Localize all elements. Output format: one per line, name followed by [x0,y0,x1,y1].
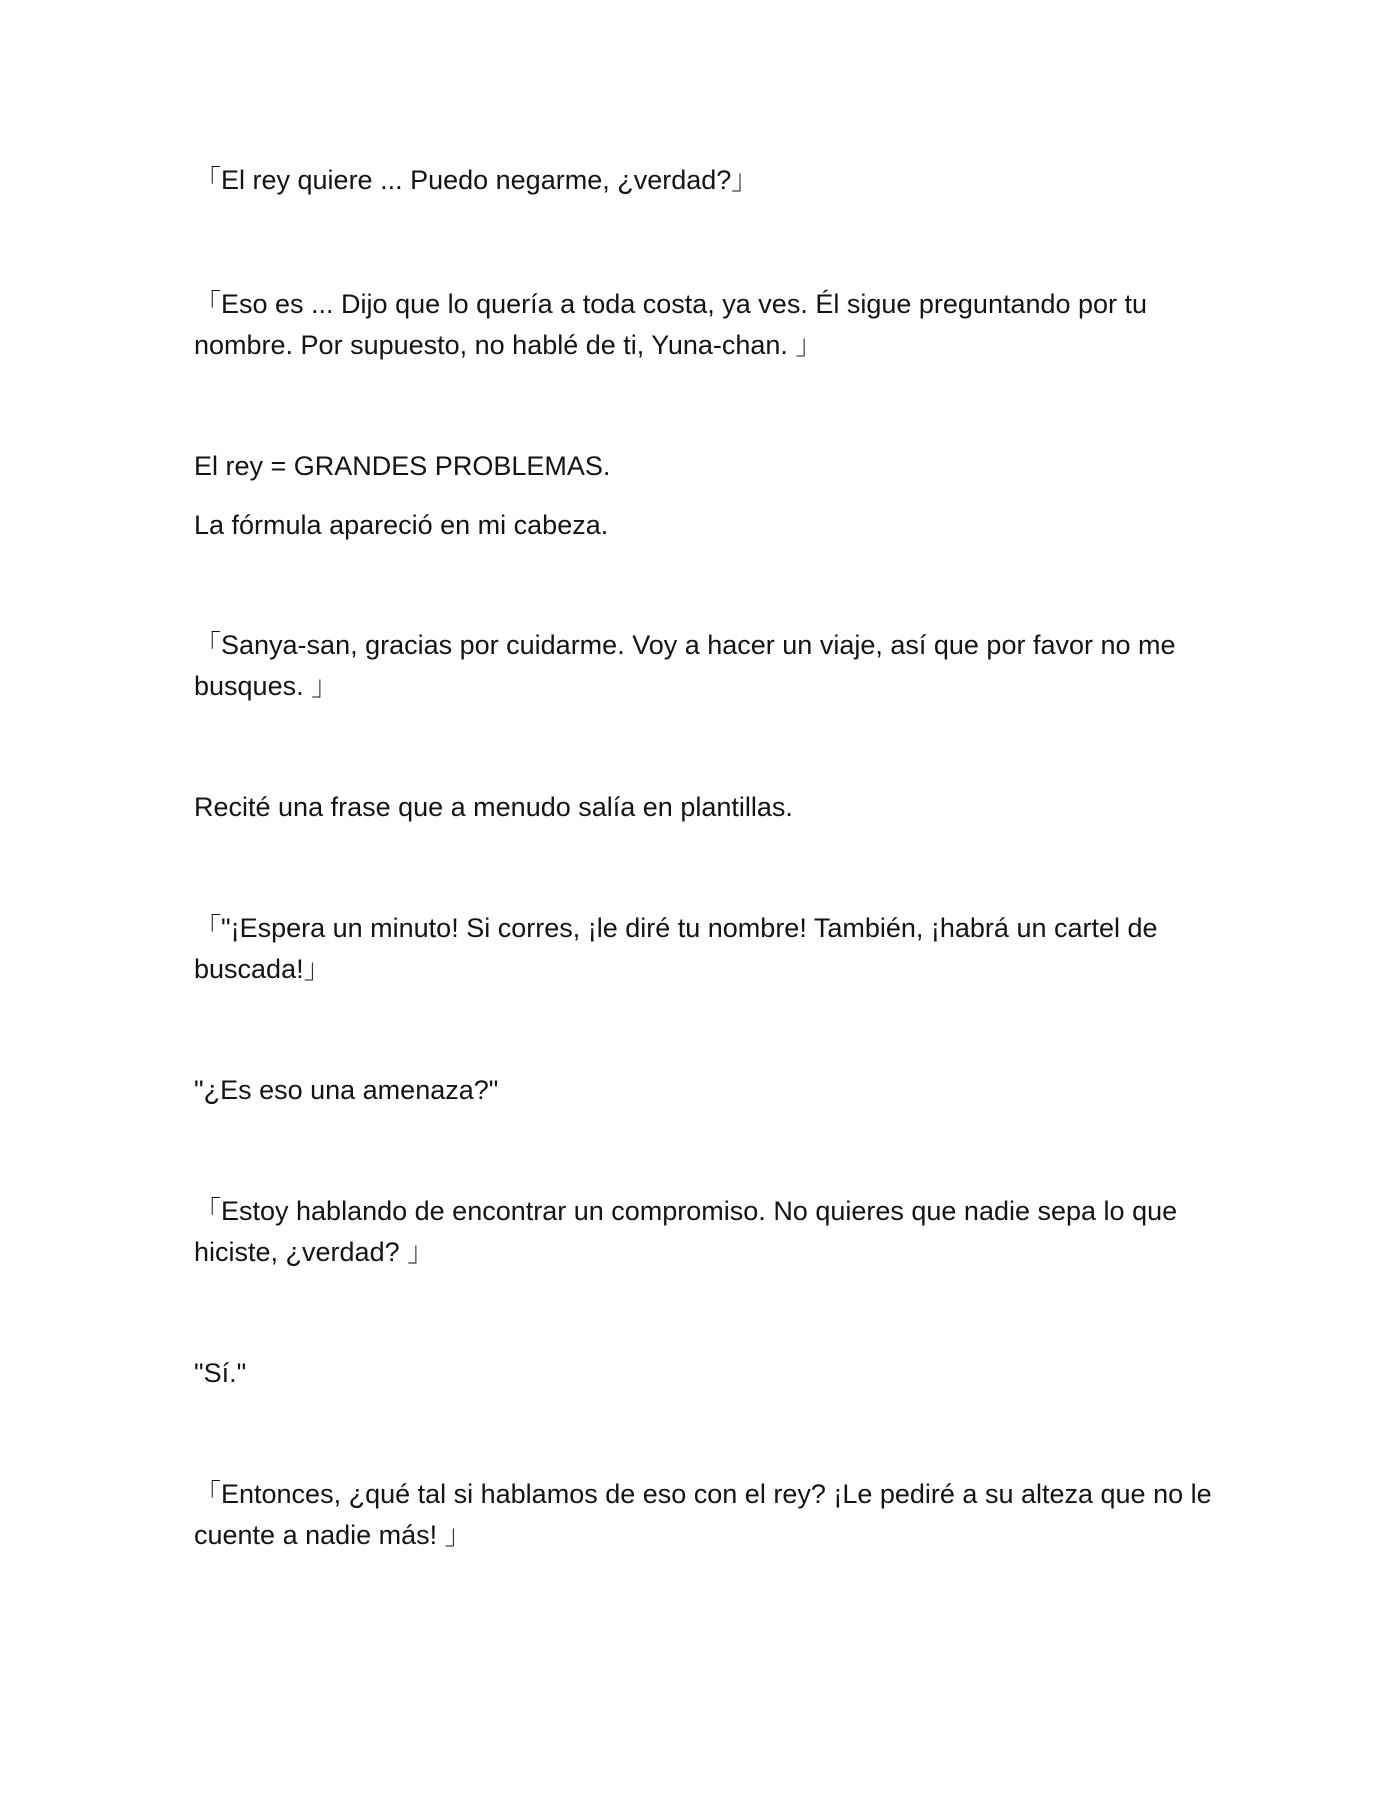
narration-line: Recité una frase que a menudo salía en plantillas. [194,792,793,822]
dialogue-line: 「Estoy hablando de encontrar un compromiso. No quieres que nadie sepa lo que hiciste, ¿verdad? 」 [194,1196,1178,1267]
dialogue-line: 「Eso es ... Dijo que lo quería a toda costa, ya ves. Él sigue preguntando por tu nombre. Por supuesto, no hablé de ti, Yuna-chan. 」 [194,289,1148,360]
dialogue-line: "¿Es eso una amenaza?" [194,1075,499,1105]
dialogue-line: 「Sanya-san, gracias por cuidarme. Voy a hacer un viaje, así que por favor no me busques. 」 [194,630,1176,701]
dialogue-line: 「Entonces, ¿qué tal si hablamos de eso con el rey? ¡Le pediré a su alteza que no le cuente a nadie más! 」 [194,1479,1212,1550]
dialogue-line: 「El rey quiere ... Puedo negarme, ¿verdad?」 [194,165,759,195]
narration-line: El rey = GRANDES PROBLEMAS. [194,451,611,481]
dialogue-line: 「"¡Espera un minuto! Si corres, ¡le diré tu nombre! También, ¡habrá un cartel de buscada!」 [194,913,1158,984]
narration-line: La fórmula apareció en mi cabeza. [194,510,609,540]
dialogue-line: "Sí." [194,1358,247,1388]
